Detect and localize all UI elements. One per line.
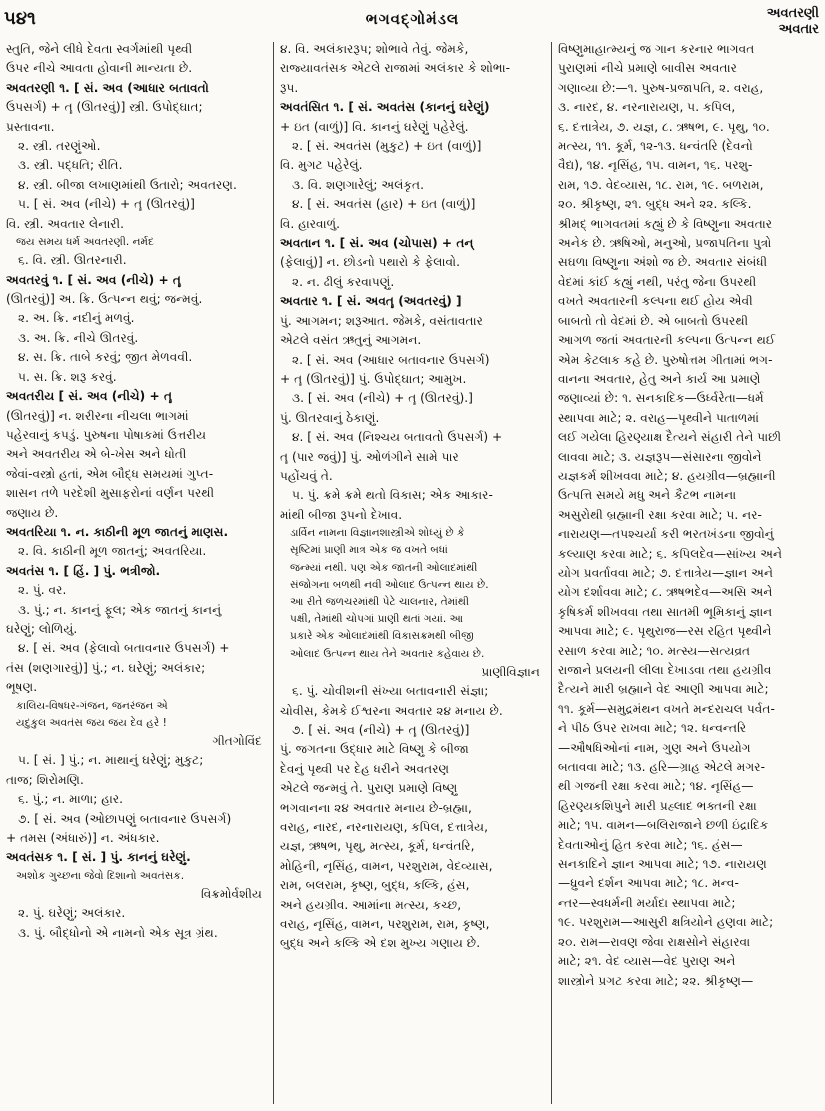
quotation-line: સંજોગના બળથી નવી ઓલાદ ઉત્પન્ન થાય છે. — [290, 578, 489, 591]
entry-text-line: શાસન તળે પરદેશી મુસાફરોનાં વર્ણન પરથી — [6, 486, 215, 501]
entry-text-line: વૈદ્ય), ૧૪. નૃસિંહ, ૧૫. વામન, ૧૬. પરશુ- — [558, 158, 753, 173]
entry-text-line: ૧૯. પરશુરામ—આસુરી ક્ષત્રિયોને હણવા માટે; — [558, 915, 774, 930]
entry-text-line: પુરાણમાં નીચે પ્રમાણે બાવીસ અવતાર — [558, 61, 737, 76]
entry-text-line: ૬. દત્તાત્રેય, ૭. યજ્ઞ, ૮. ઋષભ, ૯. પૃથુ, ૧૦. — [558, 119, 770, 134]
column-divider — [273, 42, 274, 1104]
entry-text-line: વાનના અવતાર, હેતુ અને કાર્ય આ પ્રમાણે — [558, 371, 761, 386]
entry-text-line: પું. આગમન; શરૂઆત. જેમકે, વસંતાવતાર — [280, 313, 483, 328]
entry-text-line: એટલે જન્મવું તે. પુરાણ પ્રમાણે વિષ્ણુ — [280, 781, 458, 796]
entry-text-line: અને હયગ્રીવ. આમાંના મત્સ્ય, કચ્છ, — [280, 897, 462, 912]
entry-text-line: ૨. અ. ક્રિ. નદીનું મળવું. — [18, 311, 135, 326]
entry-text-line: ૪. સ્ત્રી. બીજા લખાણમાંથી ઉતારો; અવતરણ. — [18, 177, 237, 192]
entry-text-line: પું. જગતના ઉદ્ધાર માટે વિષ્ણુ કે બીજા — [280, 742, 469, 757]
entry-text-line: (ફેલાવું)] ન. છોડનો પથારો કે ફેલાવો. — [280, 255, 460, 270]
entry-text-line: સ્તુતિ, જેને લીધે દેવતા સ્વર્ગમાંથી પૃથ્વી — [6, 42, 193, 56]
entry-text-line: ૨. [ સં. અવતંસ (મુકુટ) + ઇત (વાળું)] — [292, 139, 482, 154]
entry-text-line: રાજ્યાવતંસક એટલે રાજામાં અલંકાર કે શોભા- — [280, 61, 511, 76]
entry-text-line: પ્રસ્તાવના. — [6, 119, 55, 134]
entry-text-line: વેદમાં કાંઈ કહ્યું નથી, પરંતુ જેના ઉપરથી — [558, 274, 757, 289]
quotation-line: જય સમય ધર્મ અવતરણી. નર્મદ — [16, 236, 154, 249]
entry-text-line: માંથી બીજા રૂપનો દેખાવ. — [280, 507, 403, 522]
entry-text-line: ૭. [ સં. અવ (ઓછાપણું બતાવનાર ઉપસર્ગ) — [18, 811, 232, 826]
entry-text-line: (ઊતરવું)] અ. ક્રિ. ઉત્પન્ન થવું; જન્મવું. — [6, 292, 203, 307]
entry-text-line: ૬. વિ. સ્ત્રી. ઊતરનારી. — [18, 253, 127, 268]
entry-text-line: શ્રીમદ્ ભાગવતમાં કહ્યું છે કે વિષ્ણુના અવતાર — [558, 216, 773, 231]
column-divider — [551, 42, 552, 1104]
entry-text-line: ૪. [ સં. અવ (ફેલાવો બતાવનાર ઉપસર્ગ) + — [18, 641, 230, 656]
entry-text-line: વિષ્ણુમાહાત્મ્યનું જ ગાન કરનાર ભાગવત — [558, 42, 755, 56]
entry-text-line: રામ, ૧૭. વેદવ્યાસ, ૧૮. રામ, ૧૯. બળરામ, — [558, 177, 764, 192]
entry-text-line: ઉત્પત્તિ સમયે મધુ અને કૈટભ નામના — [558, 488, 737, 503]
entry-text-line: + ઇત (વાળું)] વિ. કાનનું ઘરેણું પહેરેલું. — [280, 119, 469, 134]
entry-text-line: વિ. હારવાળું. — [280, 216, 341, 231]
entry-text-line: મત્સ્ય, ૧૧. કૂર્મ, ૧૨-૧૩. ધન્વંતરિ (દેવનો — [558, 139, 753, 154]
entry-text-line: વરાહ, નૃસિંહ, વામન, પરશુરામ, રામ, કૃષ્ણ, — [280, 917, 490, 932]
entry-text-line: દૈત્યને મારી બ્રહ્માને વેદ આણી આપવા માટે; — [558, 682, 769, 697]
entry-text-line: માટે; ૧૫. વામન—બલિરાજાને છળી ઇંદ્રાદિક — [558, 818, 769, 833]
entry-text-line: ૩. વિ. શણગારેલું; અલંકૃત. — [292, 177, 424, 192]
entry-text-line: ૨. વિ. કાઠીની મૂળ જાતનું; અવતરિયા. — [18, 544, 207, 559]
entry-text-line: (ઊતરવું)] ન. શરીરના નીચલા ભાગમાં — [6, 408, 189, 423]
page-number: ૫૪૧ — [4, 8, 36, 29]
entry-text-line: ૪. વિ. અલંકારરૂપ; શોભાવે તેવું. જેમકે, — [280, 42, 469, 56]
entry-text-line: ૫. સ. ક્રિ. શરૂ કરવું. — [18, 369, 117, 384]
entry-text-line: સ્થાપવા માટે; ૨. વરાહ—પૃથ્વીને પાતાળમાં — [558, 410, 760, 425]
entry-text-line: તૄ (પાર જવું)] પું. ઓળંગીને સામે પાર — [280, 449, 459, 464]
entry-headword-line: અવતાન ૧. [ સં. અવ (ચોપાસ) + તન્ — [280, 236, 474, 251]
entry-text-line: રસાળ કરવા માટે; ૧૦. મત્સ્ય—સત્યવ્રત — [558, 643, 751, 658]
entry-text-line: ૩. અ. ક્રિ. નીચે ઊતરવું. — [18, 330, 139, 345]
entry-text-line: ૩. નારદ, ૪. નરનારાયણ, ૫. કપિલ, — [558, 100, 736, 115]
entry-text-line: રૂપ. — [280, 80, 299, 95]
entry-text-line: ૫. [ સં. ] પું.; ન. માથાનું ઘરેણું; મુકુટ; — [18, 753, 204, 768]
entry-text-line: ઘરેણું; લોળિયું. — [6, 621, 78, 636]
entry-text-line: તંસ (શણગારવું)] પું.; ન. ઘરેણું; અલંકાર; — [6, 660, 206, 675]
quotation-line: જન્મ્યાં નથી. પણ એક જાતની ઓલાદમાંથી — [290, 561, 478, 574]
entry-text-line: થી ગજની રક્ષા કરવા માટે; ૧૪. નૃસિંહ— — [558, 779, 754, 794]
citation-source: વિક્રમોર્વશીય — [200, 887, 262, 902]
entry-text-line: કલ્યાણ કરવા માટે; ૬. કપિલદેવ—સાંખ્ય અને — [558, 546, 783, 561]
entry-text-line: ૩. સ્ત્રી. પદ્ધતિ; રીતિ. — [18, 158, 123, 173]
entry-text-line: વિ. મુગટ પહેરેલું. — [280, 158, 363, 173]
entry-text-line: એમ કેટલાક કહે છે. પુરુષોત્તમ ગીતામાં ભગ- — [558, 352, 773, 367]
quotation-line: ઓલાદ ઉત્પન્ન થાય તેને અવતાર કહેવાય છે. — [290, 647, 485, 660]
quotation-line: ડાર્વિન નામના વિજ્ઞાનશાસ્ત્રીએ શોધ્યું છે કે — [290, 527, 465, 540]
entry-text-line: યોગ પ્રવર્તાવવા માટે; ૭. દત્તાત્રેય—જ્ઞાન અને — [558, 565, 774, 580]
quotation-line: પક્ષી, તેમાંથી ચોપગાં પ્રાણી થતાં ગયાં. આ — [290, 613, 464, 626]
guide-word-last: અવતાર — [778, 22, 819, 37]
entry-text-line: ૬. પું.; ન. માળા; હાર. — [18, 792, 124, 807]
entry-text-line: ૪. સ. ક્રિ. તાબે કરવું; જીત મેળવવી. — [18, 350, 193, 365]
entry-text-line: —ઔષધિઓનાં નામ, ગુણ અને ઉપયોગ — [558, 740, 751, 755]
entry-text-line: ૨૦. રામ—રાવણ જેવા રાક્ષસોને સંહારવા — [558, 934, 751, 949]
entry-text-line: પહેરવાનું કપડું. પુરુષના પોષાકમાં ઉત્તરીય — [6, 427, 207, 442]
entry-text-line: જણાવ્યાં છે: ૧. સનકાદિક—ઉર્ધ્વરેતા—ધર્મ — [558, 391, 764, 406]
entry-headword-line: અવતરીય [ સં. અવ (નીચે) + તૄ — [6, 389, 173, 404]
entry-text-line: ૩. પું. બૌદ્ધોનો એ નામનો એક સૂત્ર ગ્રંથ. — [18, 925, 218, 940]
quotation-line: પ્રકારે એક ઓલાદમાંથી વિકાસક્રમથી બીજી — [290, 630, 474, 643]
quotation-line: સૃષ્ટિમાં પ્રાણી માત્ર એક જ વખતે બધાં — [290, 544, 448, 557]
entry-text-line: અને અવતરીય એ બે-ખેસ અને ધોતી — [6, 447, 187, 462]
entry-headword-line: અવતંસક ૧. [ સં. ] પું. કાનનું ઘરેણું. — [6, 850, 191, 865]
dictionary-column-3 — [558, 40, 820, 1108]
entry-text-line: ભગવાનના ૨૪ અવતાર મનાય છે-બ્રહ્મા, — [280, 800, 472, 815]
entry-text-line: ૨૦. શ્રીકૃષ્ણ, ૨૧. બુદ્ધ અને ૨૨. કલ્કિ. — [558, 197, 752, 212]
entry-text-line: ૨. પું. ઘરેણું; અલંકાર. — [18, 906, 126, 921]
entry-text-line: ૪. [ સં. અવ (નિશ્ચય બતાવતો ઉપસર્ગ) + — [292, 430, 503, 445]
entry-headword-line: અવતંસ ૧. [ હિં. ] પું. ભત્રીજો. — [6, 563, 161, 578]
entry-text-line: રાજાને પ્રલયની લીલા દેખાડવા તથા હયગ્રીવ — [558, 663, 772, 677]
entry-text-line: અસુરોથી બ્રહ્માની રક્ષા કરવા માટે; ૫. નર- — [558, 507, 762, 522]
entry-text-line: ૨. ન. ઢીલું કરવાપણું. — [292, 274, 395, 289]
entry-text-line: ૫. પું. ક્રમે ક્રમે થતો વિકાસ; એક આકાર- — [292, 488, 493, 503]
entry-text-line: ૪. [ સં. અવતંસ (હાર) + ઇત (વાળું)] — [292, 197, 476, 212]
entry-headword-line: અવતરવું ૧. [ સં. અવ (નીચે) + તૄ — [6, 272, 181, 287]
quotation-line: અશોક ગુચ્છના જેવો દિશાનો અવતંસક. — [16, 869, 185, 882]
entry-text-line: અનેક છે. ઋષિઓ, મનુઓ, પ્રજાપતિના પુત્રો — [558, 236, 772, 251]
dictionary-column-2 — [280, 40, 546, 1108]
entry-text-line: ૧૧. કૂર્મ—સમુદ્રમંથન વખતે મન્દરાચલ પર્વત- — [558, 701, 775, 716]
entry-text-line: ઉપસર્ગ) + તૄ (ઊતરવું)] સ્ત્રી. ઉપોદ્ઘાત; — [6, 100, 203, 115]
entry-headword-line: અવતાર ૧. [ સં. અવતૄ (અવતરવું) ] — [280, 294, 462, 309]
entry-text-line: દેવતાઓનું હિત કરવા માટે; ૧૬. હંસ— — [558, 837, 743, 852]
entry-text-line: યોગ દર્શાવવા માટે; ૮. ઋષભદેવ—અસિ અને — [558, 585, 773, 600]
entry-text-line: બતાવવા માટે; ૧૩. હરિ—ગ્રાહ એટલે મગર- — [558, 760, 765, 775]
entry-text-line: ઉપર નીચે આવતા હોવાની માન્યતા છે. — [6, 61, 193, 76]
entry-text-line: ને પીઠ ઉપર રાખવા માટે; ૧૨. ધન્વન્તરિ — [558, 721, 747, 736]
entry-text-line: ૨. પું. વર. — [18, 583, 67, 598]
entry-text-line: લાવવા માટે; ૩. યજ્ઞરૂપ—સંસારના જીવોને — [558, 449, 762, 464]
entry-text-line: જેવાં-વસ્ત્રો હતાં, એમ બૌદ્ધ સમયમાં ગુપ્ત- — [6, 466, 214, 481]
guide-words — [767, 6, 819, 38]
entry-text-line: સનકાદિને જ્ઞાન આપવા માટે; ૧૭. નારાયણ — [558, 857, 767, 872]
entry-text-line: વરાહ, નારદ, નરનારાયણ, કપિલ, દત્તાત્રેય, — [280, 820, 489, 835]
entry-text-line: ૫. [ સં. અવ (નીચે) + તૄ (ઊતરવું)] — [18, 197, 195, 212]
entry-headword-line: અવતરણી ૧. [ સં. અવ (આધાર બતાવતો — [6, 80, 209, 95]
entry-text-line: બુદ્ધ અને કલ્કિ એ દશ મુખ્ય ગણાય છે. — [280, 936, 481, 951]
entry-text-line: યજ્ઞ, ઋષભ, પૃથુ, મત્સ્ય, કૂર્મ, ધન્વંતરિ, — [280, 839, 475, 854]
entry-text-line: દેવનું પૃથ્વી પર દેહ ધરીને અવતરણ — [280, 761, 450, 776]
entry-text-line: પહોંચવું તે. — [280, 468, 333, 483]
citation-source: ગીતગોવિંદ — [212, 734, 262, 749]
entry-text-line: —ધ્રુવને દર્શન આપવા માટે; ૧૮. મન્વ- — [558, 876, 739, 891]
entry-text-line: ૨. [ સં. અવ (આધાર બતાવનાર ઉપસર્ગ) — [292, 352, 490, 367]
entry-text-line: આપવા માટે; ૯. પૃથુરાજ—રસ રહિત પૃથ્વીને — [558, 624, 772, 639]
entry-text-line: ૩. પું.; ન. કાનનું ફૂલ; એક જાતનું કાનનું — [18, 602, 222, 617]
entry-text-line: રામ, બલરામ, કૃષ્ણ, બુદ્ધ, કલ્કિ, હંસ, — [280, 878, 470, 893]
entry-text-line: ન્તર—સ્વધર્મની મર્યાદા સ્થાપવા માટે; — [558, 895, 736, 910]
entry-text-line: મોહિની, નૃસિંહ, વામન, પરશુરામ, વેદવ્યાસ, — [280, 858, 493, 873]
entry-text-line: આગળ જતાં અવતારની કલ્પના ઉત્પન્ન થઈ — [558, 333, 776, 348]
guide-word-first: અવતરણી — [766, 6, 819, 21]
entry-text-line: તાજ; શિરોમણિ. — [6, 772, 84, 787]
entry-text-line: જણાય છે. — [6, 505, 59, 520]
entry-text-line: કૃષિકર્મ શીખવવા તથા સાતમી ભૂમિકાનું જ્ઞાન — [558, 604, 773, 619]
book-title: ભગવદ્ગોમંડલ — [365, 10, 460, 28]
entry-text-line: ૭. [ સં. અવ (નીચે) + તૄ (ઊતરવું)] — [292, 723, 470, 737]
quotation-line: યદુકુલ અવતંસ જય જય દેવ હરે ! — [16, 716, 167, 729]
entry-text-line: + તમસ (અંધારું)] ન. અંધકાર. — [6, 831, 160, 846]
entry-text-line: વિ. સ્ત્રી. અવતાર લેનારી. — [6, 216, 124, 231]
quotation-line: કાલિય-વિષધર-ગંજન, જનરંજન એ — [16, 699, 168, 712]
entry-text-line: લઈ ગયેલા હિરણ્યાક્ષ દૈત્યને સંહારી તેને પાછી — [558, 430, 782, 445]
entry-headword-line: અવતરિયા ૧. ન. કાઠીની મૂળ જાતનું માણસ. — [6, 524, 229, 539]
entry-text-line: ૬. પું. ચોવીશની સંખ્યા બતાવનારી સંજ્ઞા; — [292, 684, 489, 699]
entry-text-line: માટે; ૨૧. વેદ વ્યાસ—વેદ પુરાણ અને — [558, 954, 736, 969]
entry-text-line: સઘળા વિષ્ણુના અંશો જ છે. અવતાર સંબંધી — [558, 255, 768, 270]
entry-text-line: હિરણ્યકશિપુને મારી પ્રહ્લાદ ભક્તની રક્ષા — [558, 798, 757, 813]
entry-text-line: ગણાવ્યા છે:—૧. પુરુષ-પ્રજાપતિ, ૨. વરાહ, — [558, 80, 764, 95]
entry-text-line: ૩. [ સં. અવ (નીચે) + તૄ (ઊતરવું).] — [292, 391, 473, 406]
entry-text-line: ચોવીસ, કેમકે ઈશ્વરના અવતાર ૨૪ મનાય છે. — [280, 703, 503, 718]
quotation-line: આ રીતે જળચરમાંથી પેટે ચાલનાર, તેમાંથી — [290, 595, 470, 608]
entry-text-line: યજ્ઞકર્મ શીખવવા માટે; ૪. હયગ્રીવ—બ્રહ્માની — [558, 468, 776, 483]
entry-headword-line: અવતંસિત ૧. [ સં. અવતંસ (કાનનું ઘરેણું) — [280, 100, 490, 115]
entry-text-line: વખતે અવતારની કલ્પના થઈ હોય એવી — [558, 294, 753, 309]
page-header — [0, 6, 825, 42]
entry-text-line: નારાયણ—તપશ્ચર્યા કરી ભરતખંડના જીવોનું — [558, 527, 774, 542]
entry-text-line: એટલે વસંત ઋતુનું આગમન. — [280, 333, 422, 348]
entry-text-line: શાસ્ત્રોને પ્રગટ કરવા માટે; ૨૨. શ્રીકૃષ્ણ— — [558, 973, 754, 988]
entry-text-line: પું. ઊતરવાનું ઠેકાણું. — [280, 410, 380, 425]
citation-source: પ્રાણીવિજ્ઞાન — [481, 664, 540, 679]
dictionary-column-1 — [6, 40, 268, 1108]
entry-text-line: બાબતો તો વેદમાં છે. એ બાબતો ઉપરથી — [558, 313, 749, 328]
entry-text-line: ૨. સ્ત્રી. તરણુંઓ. — [18, 139, 101, 154]
entry-text-line: ભૂષણ. — [6, 680, 38, 695]
entry-text-line: + તૄ (ઊતરવું)] પું. ઉપોદ્ઘાત; આમુખ. — [280, 371, 467, 386]
